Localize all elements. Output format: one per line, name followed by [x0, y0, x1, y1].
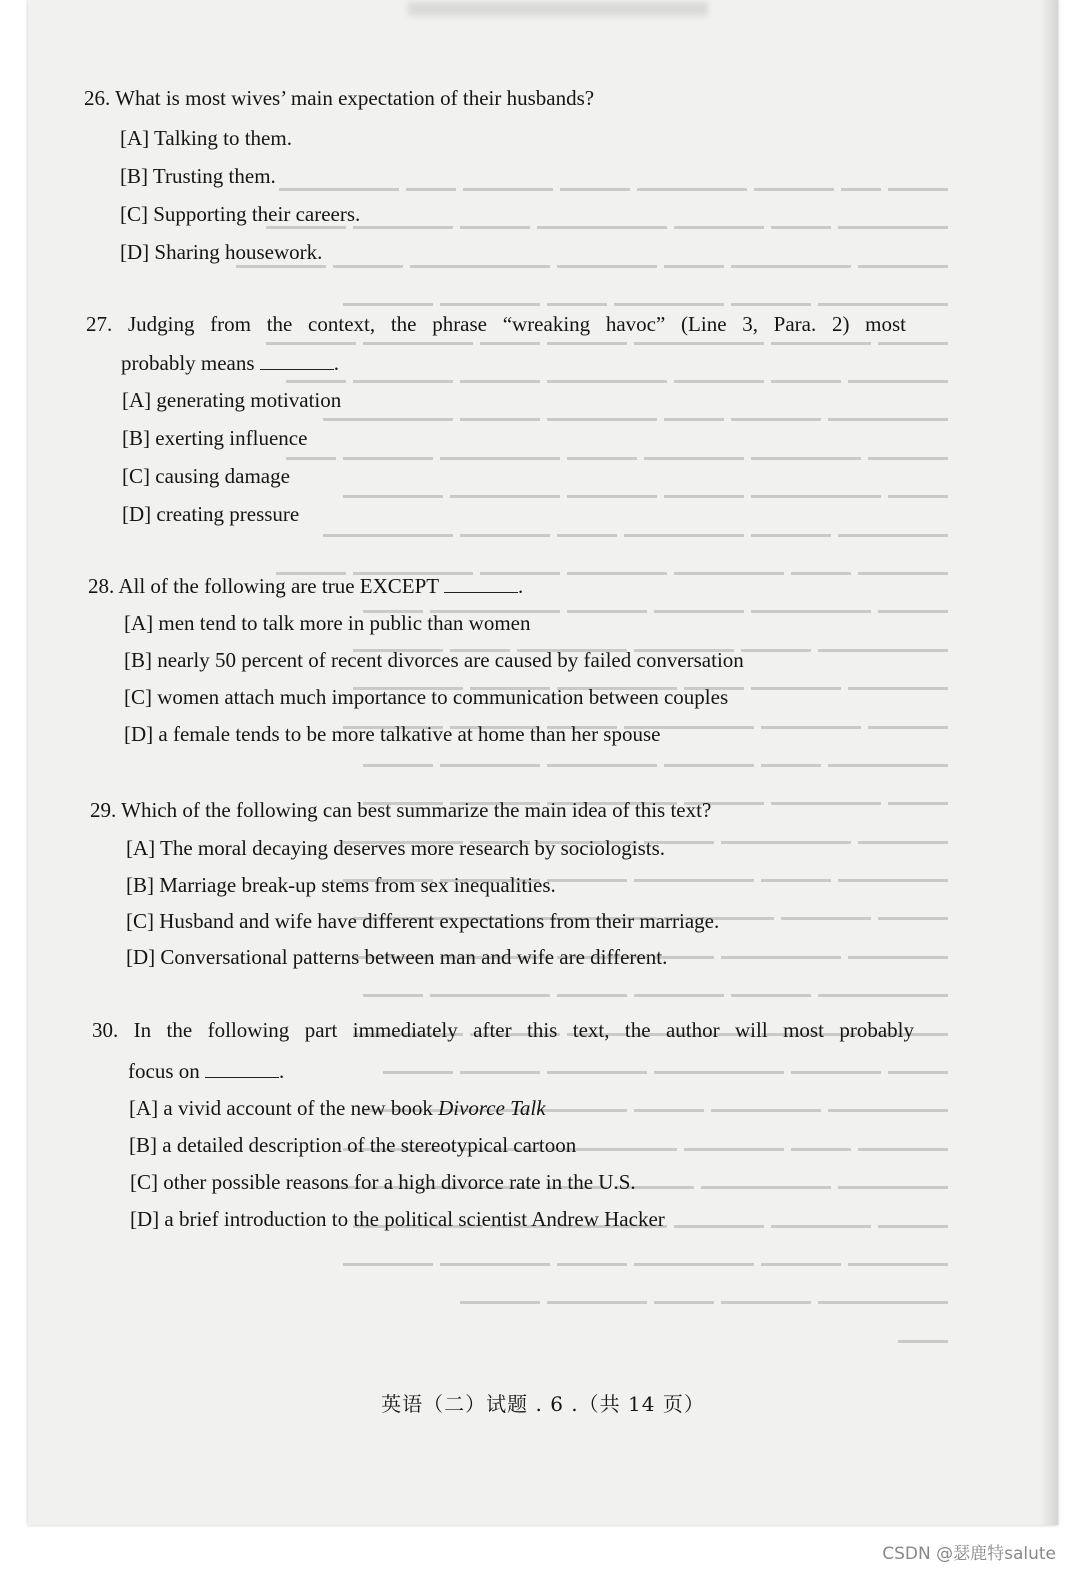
question-30-option-c: [C] other possible reasons for a high divorce rate in the U.S. [130, 1170, 636, 1194]
answer-blank [260, 351, 334, 370]
question-content [28, 0, 1058, 1525]
question-29-option-b: [B] Marriage break-up stems from sex inequalities. [126, 873, 556, 897]
answer-blank [205, 1059, 279, 1078]
question-27-option-d: [D] creating pressure [122, 502, 300, 526]
question-30-option-b: [B] a detailed description of the stereotypical cartoon [129, 1133, 577, 1157]
question-30-stem-line2: focus on [128, 1059, 200, 1083]
question-27-stem-end: . [333, 351, 340, 375]
question-28-option-b: [B] nearly 50 percent of recent divorces are caused by failed conversation [124, 648, 744, 672]
question-28-option-a: [A] men tend to talk more in public than women [124, 611, 531, 635]
question-30-option-a-text: [A] a vivid account of the new book [129, 1096, 433, 1120]
question-26-option-d: [D] Sharing housework. [120, 240, 323, 264]
question-30-option-d: [D] a brief introduction to the political scientist Andrew Hacker [130, 1207, 665, 1231]
question-27-option-b: [B] exerting influence [122, 426, 308, 450]
question-30-option-a [129, 1096, 546, 1121]
exam-page [28, 0, 1058, 1525]
book-title: Divorce Talk [438, 1096, 546, 1120]
question-26-option-b: [B] Trusting them. [120, 164, 276, 188]
watermark: CSDN @瑟鹿特salute [882, 1544, 1056, 1564]
question-27-option-c: [C] causing damage [122, 464, 290, 488]
answer-blank [444, 574, 518, 593]
question-27-line2 [121, 351, 339, 376]
question-30 [92, 1018, 914, 1043]
question-30-stem-line1: 30. In the following part immediately after this text, the author will most probably [92, 1018, 914, 1042]
question-26-option-a: [A] Talking to them. [120, 126, 292, 150]
question-28-option-c: [C] women attach much importance to communication between couples [124, 685, 729, 709]
question-27-stem-line1: 27. Judging from the context, the phrase “wreaking havoc” (Line 3, Para. 2) most [86, 312, 906, 336]
page-footer: 英语（二）试题 . 6 .（共 14 页） [381, 1392, 705, 1416]
question-27 [86, 312, 906, 337]
question-28-stem-end: . [517, 574, 524, 598]
question-26 [84, 86, 594, 111]
question-27-stem-line2: probably means [121, 351, 255, 375]
question-29-option-c: [C] Husband and wife have different expectations from their marriage. [126, 909, 720, 933]
question-27-option-a: [A] generating motivation [122, 388, 342, 412]
question-29-option-d: [D] Conversational patterns between man and wife are different. [126, 945, 668, 969]
question-26-stem: 26. What is most wives’ main expectation of their husbands? [84, 86, 595, 110]
question-30-stem-end: . [279, 1059, 285, 1083]
question-29 [90, 798, 711, 823]
question-26-option-c: [C] Supporting their careers. [120, 202, 361, 226]
question-29-stem: 29. Which of the following can best summarize the main idea of this text? [90, 798, 712, 822]
question-28-stem: 28. All of the following are true EXCEPT [88, 574, 439, 598]
question-28 [88, 574, 523, 599]
question-29-option-a: [A] The moral decaying deserves more research by sociologists. [126, 836, 666, 860]
question-28-option-d: [D] a female tends to be more talkative at home than her spouse [124, 722, 661, 746]
question-30-line2 [128, 1059, 284, 1084]
